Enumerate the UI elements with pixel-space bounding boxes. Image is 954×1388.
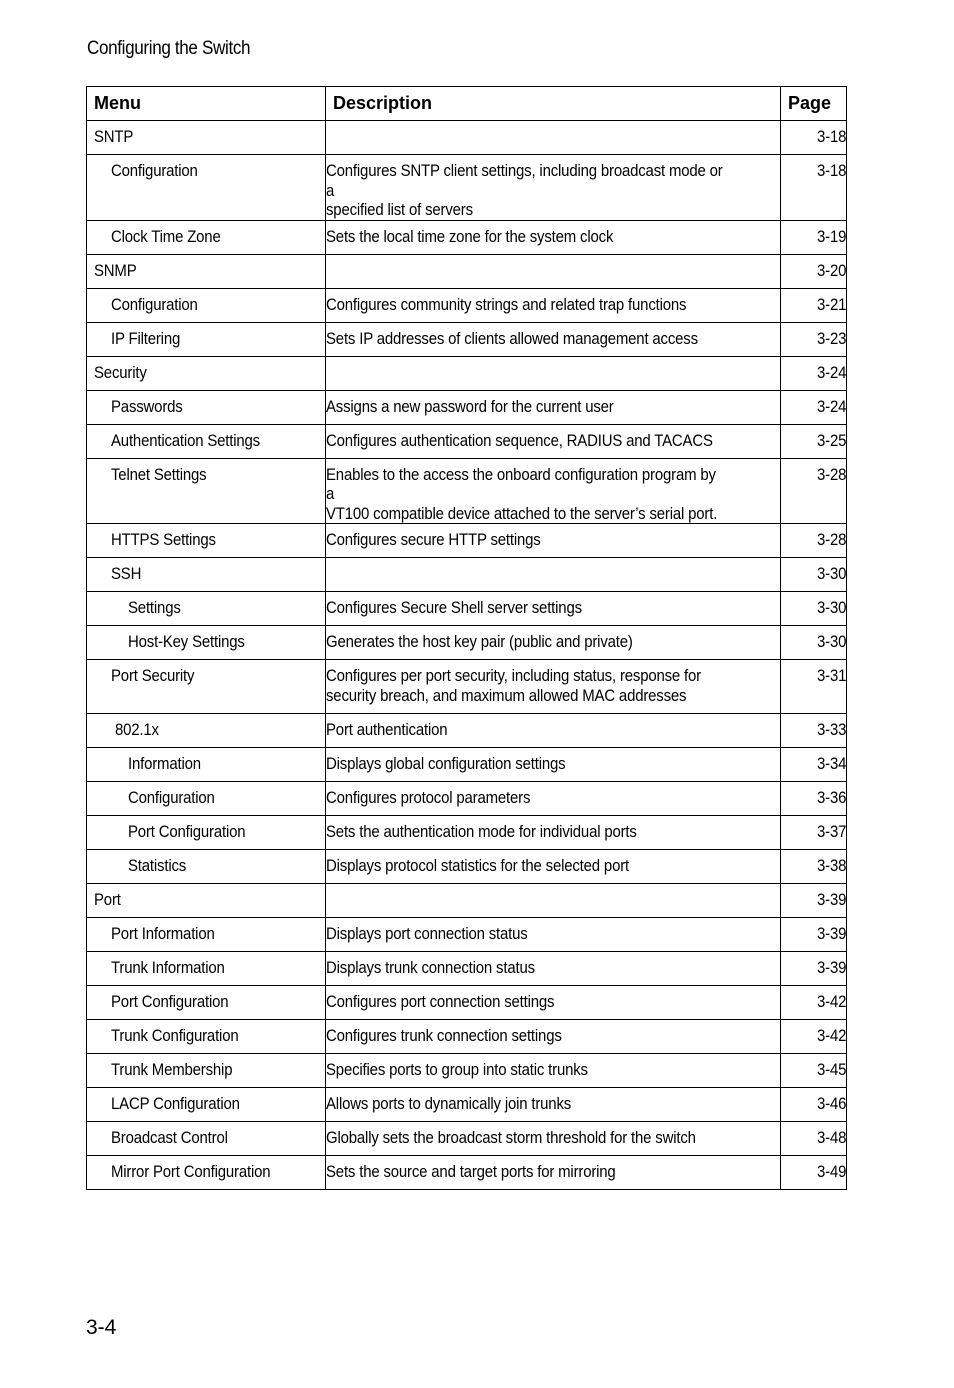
menu-cell <box>87 714 326 748</box>
menu-item-label: HTTPS Settings <box>111 530 216 549</box>
description-text: Configures Secure Shell server settings <box>326 598 582 617</box>
page-reference: 3-24 <box>816 362 846 382</box>
page-number: 3-4 <box>86 1316 117 1339</box>
page-reference: 3-28 <box>816 530 846 549</box>
description-cell <box>326 524 781 558</box>
description-text: Sets IP addresses of clients allowed management access <box>326 328 698 348</box>
page-reference: 3-42 <box>816 992 846 1011</box>
table-row <box>87 121 847 155</box>
description-cell <box>326 322 781 356</box>
column-header-menu: Menu <box>87 87 326 121</box>
description-cell <box>326 1156 781 1190</box>
table-row <box>87 322 847 356</box>
page-reference: 3-49 <box>816 1162 846 1181</box>
page-reference: 3-39 <box>816 890 846 909</box>
table-row <box>87 424 847 458</box>
menu-cell <box>87 850 326 884</box>
description-cell <box>326 356 781 390</box>
description-cell <box>326 592 781 626</box>
description-text: Configures port connection settings <box>326 992 555 1011</box>
table-row <box>87 1020 847 1054</box>
description-text: Sets the local time zone for the system clock <box>326 226 614 246</box>
description-cell <box>326 458 781 524</box>
menu-cell <box>87 424 326 458</box>
description-text: Configures protocol parameters <box>326 788 531 807</box>
page-cell <box>781 1088 847 1122</box>
table-row <box>87 1156 847 1190</box>
page-cell <box>781 458 847 524</box>
page-cell <box>781 254 847 288</box>
table-row <box>87 660 847 714</box>
menu-item-label: Authentication Settings <box>111 430 260 450</box>
description-cell <box>326 390 781 424</box>
page-reference: 3-19 <box>816 226 846 246</box>
page-cell <box>781 1156 847 1190</box>
table-row <box>87 714 847 748</box>
description-text: Sets the authentication mode for individual ports <box>326 822 637 841</box>
page-reference: 3-39 <box>816 958 846 977</box>
menu-cell <box>87 816 326 850</box>
menu-item-label: Configuration <box>111 294 198 314</box>
page-cell <box>781 626 847 660</box>
page-reference: 3-30 <box>816 598 846 617</box>
table-row <box>87 458 847 524</box>
menu-item-label: Trunk Information <box>111 958 225 977</box>
description-text: Enables to the access the onboard configuration program by a VT100 compatible device attached to the server’s serial port. <box>326 464 718 523</box>
page-reference: 3-45 <box>816 1060 846 1079</box>
description-cell <box>326 626 781 660</box>
page-reference: 3-39 <box>816 924 846 943</box>
menu-item-label: SNMP <box>94 260 137 280</box>
page-cell <box>781 288 847 322</box>
menu-cell <box>87 558 326 592</box>
page-cell <box>781 986 847 1020</box>
description-text: Assigns a new password for the current user <box>326 396 614 416</box>
page-cell <box>781 918 847 952</box>
description-cell <box>326 782 781 816</box>
page-reference: 3-38 <box>816 856 846 875</box>
page-reference: 3-48 <box>816 1128 846 1147</box>
menu-cell <box>87 1122 326 1156</box>
description-cell <box>326 1054 781 1088</box>
description-text: Displays trunk connection status <box>326 958 535 977</box>
menu-item-label: Mirror Port Configuration <box>111 1162 271 1181</box>
menu-cell <box>87 884 326 918</box>
table-row <box>87 952 847 986</box>
description-cell <box>326 660 781 714</box>
description-text: Configures secure HTTP settings <box>326 530 541 549</box>
page-cell <box>781 121 847 155</box>
description-cell <box>326 986 781 1020</box>
description-cell <box>326 288 781 322</box>
menu-cell <box>87 155 326 221</box>
description-cell <box>326 952 781 986</box>
table-row <box>87 356 847 390</box>
description-cell <box>326 918 781 952</box>
menu-cell <box>87 254 326 288</box>
description-text: Port authentication <box>326 720 448 739</box>
menu-item-label: Host-Key Settings <box>128 632 245 651</box>
menu-item-label: Security <box>94 362 147 382</box>
menu-cell <box>87 952 326 986</box>
menu-cell <box>87 1020 326 1054</box>
description-text: Globally sets the broadcast storm threshold for the switch <box>326 1128 696 1147</box>
table-row <box>87 626 847 660</box>
description-cell <box>326 254 781 288</box>
table-row <box>87 254 847 288</box>
page-cell <box>781 592 847 626</box>
menu-item-label: Information <box>128 754 201 773</box>
table-header-row <box>87 87 847 121</box>
description-cell <box>326 155 781 221</box>
page-reference: 3-18 <box>816 127 846 146</box>
page-reference: 3-23 <box>816 328 846 348</box>
description-cell <box>326 816 781 850</box>
description-cell <box>326 1088 781 1122</box>
menu-cell <box>87 524 326 558</box>
menu-cell <box>87 592 326 626</box>
page-cell <box>781 714 847 748</box>
page-cell <box>781 155 847 221</box>
page-cell <box>781 356 847 390</box>
menu-cell <box>87 748 326 782</box>
page-cell <box>781 884 847 918</box>
description-cell <box>326 1122 781 1156</box>
page-cell <box>781 952 847 986</box>
table-row <box>87 850 847 884</box>
page-cell <box>781 1054 847 1088</box>
page-reference: 3-28 <box>816 464 846 484</box>
menu-item-label: IP Filtering <box>111 328 181 348</box>
menu-item-label: Passwords <box>111 396 183 416</box>
table-row <box>87 1088 847 1122</box>
table-row <box>87 748 847 782</box>
table-row <box>87 884 847 918</box>
table-row <box>87 918 847 952</box>
menu-item-label: Port <box>94 890 121 909</box>
table-row <box>87 288 847 322</box>
description-text: Sets the source and target ports for mirroring <box>326 1162 616 1181</box>
menu-cell <box>87 322 326 356</box>
description-cell <box>326 884 781 918</box>
menu-item-label: Trunk Configuration <box>111 1026 239 1045</box>
description-cell <box>326 220 781 254</box>
table-row <box>87 155 847 221</box>
menu-item-label: Configuration <box>128 788 215 807</box>
table-row <box>87 1122 847 1156</box>
column-header-description: Description <box>326 87 781 121</box>
page-reference: 3-37 <box>816 822 846 841</box>
page-reference: 3-33 <box>816 720 846 739</box>
menu-item-label: SNTP <box>94 127 134 146</box>
menu-item-label: Statistics <box>128 856 187 875</box>
page-reference: 3-34 <box>816 754 846 773</box>
table-row <box>87 220 847 254</box>
page-reference: 3-30 <box>816 632 846 651</box>
page-reference: 3-25 <box>816 430 846 450</box>
table-row <box>87 558 847 592</box>
menu-cell <box>87 782 326 816</box>
description-text: Configures SNTP client settings, including broadcast mode or a specified list of servers <box>326 161 723 219</box>
description-text: Generates the host key pair (public and private) <box>326 632 633 651</box>
description-text: Allows ports to dynamically join trunks <box>326 1094 572 1113</box>
description-text: Configures authentication sequence, RADIUS and TACACS <box>326 430 713 450</box>
menu-cell <box>87 390 326 424</box>
page-cell <box>781 748 847 782</box>
page-reference: 3-21 <box>816 294 846 314</box>
menu-cell <box>87 1054 326 1088</box>
menu-cell <box>87 121 326 155</box>
menu-cell <box>87 220 326 254</box>
menu-table <box>86 86 847 1190</box>
page-cell <box>781 558 847 592</box>
page-cell <box>781 850 847 884</box>
page-cell <box>781 390 847 424</box>
menu-item-label: 802.1x <box>115 720 159 739</box>
description-text: Displays port connection status <box>326 924 528 943</box>
table-row <box>87 816 847 850</box>
menu-item-label: Clock Time Zone <box>111 226 221 246</box>
page-cell <box>781 220 847 254</box>
page-reference: 3-36 <box>816 788 846 807</box>
page-reference: 3-24 <box>816 396 846 416</box>
page-cell <box>781 660 847 714</box>
description-cell <box>326 748 781 782</box>
page-cell <box>781 782 847 816</box>
menu-item-label: Port Configuration <box>111 992 229 1011</box>
menu-cell <box>87 1088 326 1122</box>
menu-item-label: Telnet Settings <box>111 464 207 484</box>
table-row <box>87 390 847 424</box>
description-text: Configures community strings and related trap functions <box>326 294 687 314</box>
menu-item-label: Port Security <box>111 666 195 685</box>
column-header-page: Page <box>781 87 847 121</box>
menu-cell <box>87 918 326 952</box>
page-cell <box>781 524 847 558</box>
page-reference: 3-42 <box>816 1026 846 1045</box>
page-cell <box>781 322 847 356</box>
description-cell <box>326 850 781 884</box>
table-row <box>87 524 847 558</box>
page-reference: 3-30 <box>816 564 846 583</box>
description-cell <box>326 424 781 458</box>
table-row <box>87 592 847 626</box>
menu-cell <box>87 1156 326 1190</box>
table-row <box>87 986 847 1020</box>
menu-cell <box>87 288 326 322</box>
table-row <box>87 1054 847 1088</box>
menu-cell <box>87 356 326 390</box>
description-text: Displays protocol statistics for the selected port <box>326 856 630 875</box>
description-cell <box>326 121 781 155</box>
menu-item-label: Configuration <box>111 161 198 180</box>
page-cell <box>781 1020 847 1054</box>
description-cell <box>326 1020 781 1054</box>
description-cell <box>326 558 781 592</box>
menu-item-label: Settings <box>128 598 181 617</box>
menu-item-label: LACP Configuration <box>111 1094 240 1113</box>
menu-item-label: Trunk Membership <box>111 1060 233 1079</box>
menu-cell <box>87 660 326 714</box>
table-row <box>87 782 847 816</box>
page-reference: 3-18 <box>816 161 846 180</box>
description-text: Configures per port security, including status, response for security breach, and maximum allowed MAC addresses <box>326 666 701 705</box>
menu-item-label: Port Configuration <box>128 822 246 841</box>
page-reference: 3-20 <box>816 260 846 280</box>
description-text: Displays global configuration settings <box>326 754 566 773</box>
menu-cell <box>87 986 326 1020</box>
page-reference: 3-31 <box>816 666 846 685</box>
description-cell <box>326 714 781 748</box>
running-header: Configuring the Switch <box>87 38 251 59</box>
menu-cell <box>87 626 326 660</box>
menu-item-label: Port Information <box>111 924 215 943</box>
menu-cell <box>87 458 326 524</box>
description-text: Configures trunk connection settings <box>326 1026 562 1045</box>
menu-item-label: Broadcast Control <box>111 1128 228 1147</box>
page-reference: 3-46 <box>816 1094 846 1113</box>
page-cell <box>781 816 847 850</box>
description-text: Specifies ports to group into static trunks <box>326 1060 588 1079</box>
page-cell <box>781 424 847 458</box>
menu-item-label: SSH <box>111 564 142 583</box>
page-cell <box>781 1122 847 1156</box>
